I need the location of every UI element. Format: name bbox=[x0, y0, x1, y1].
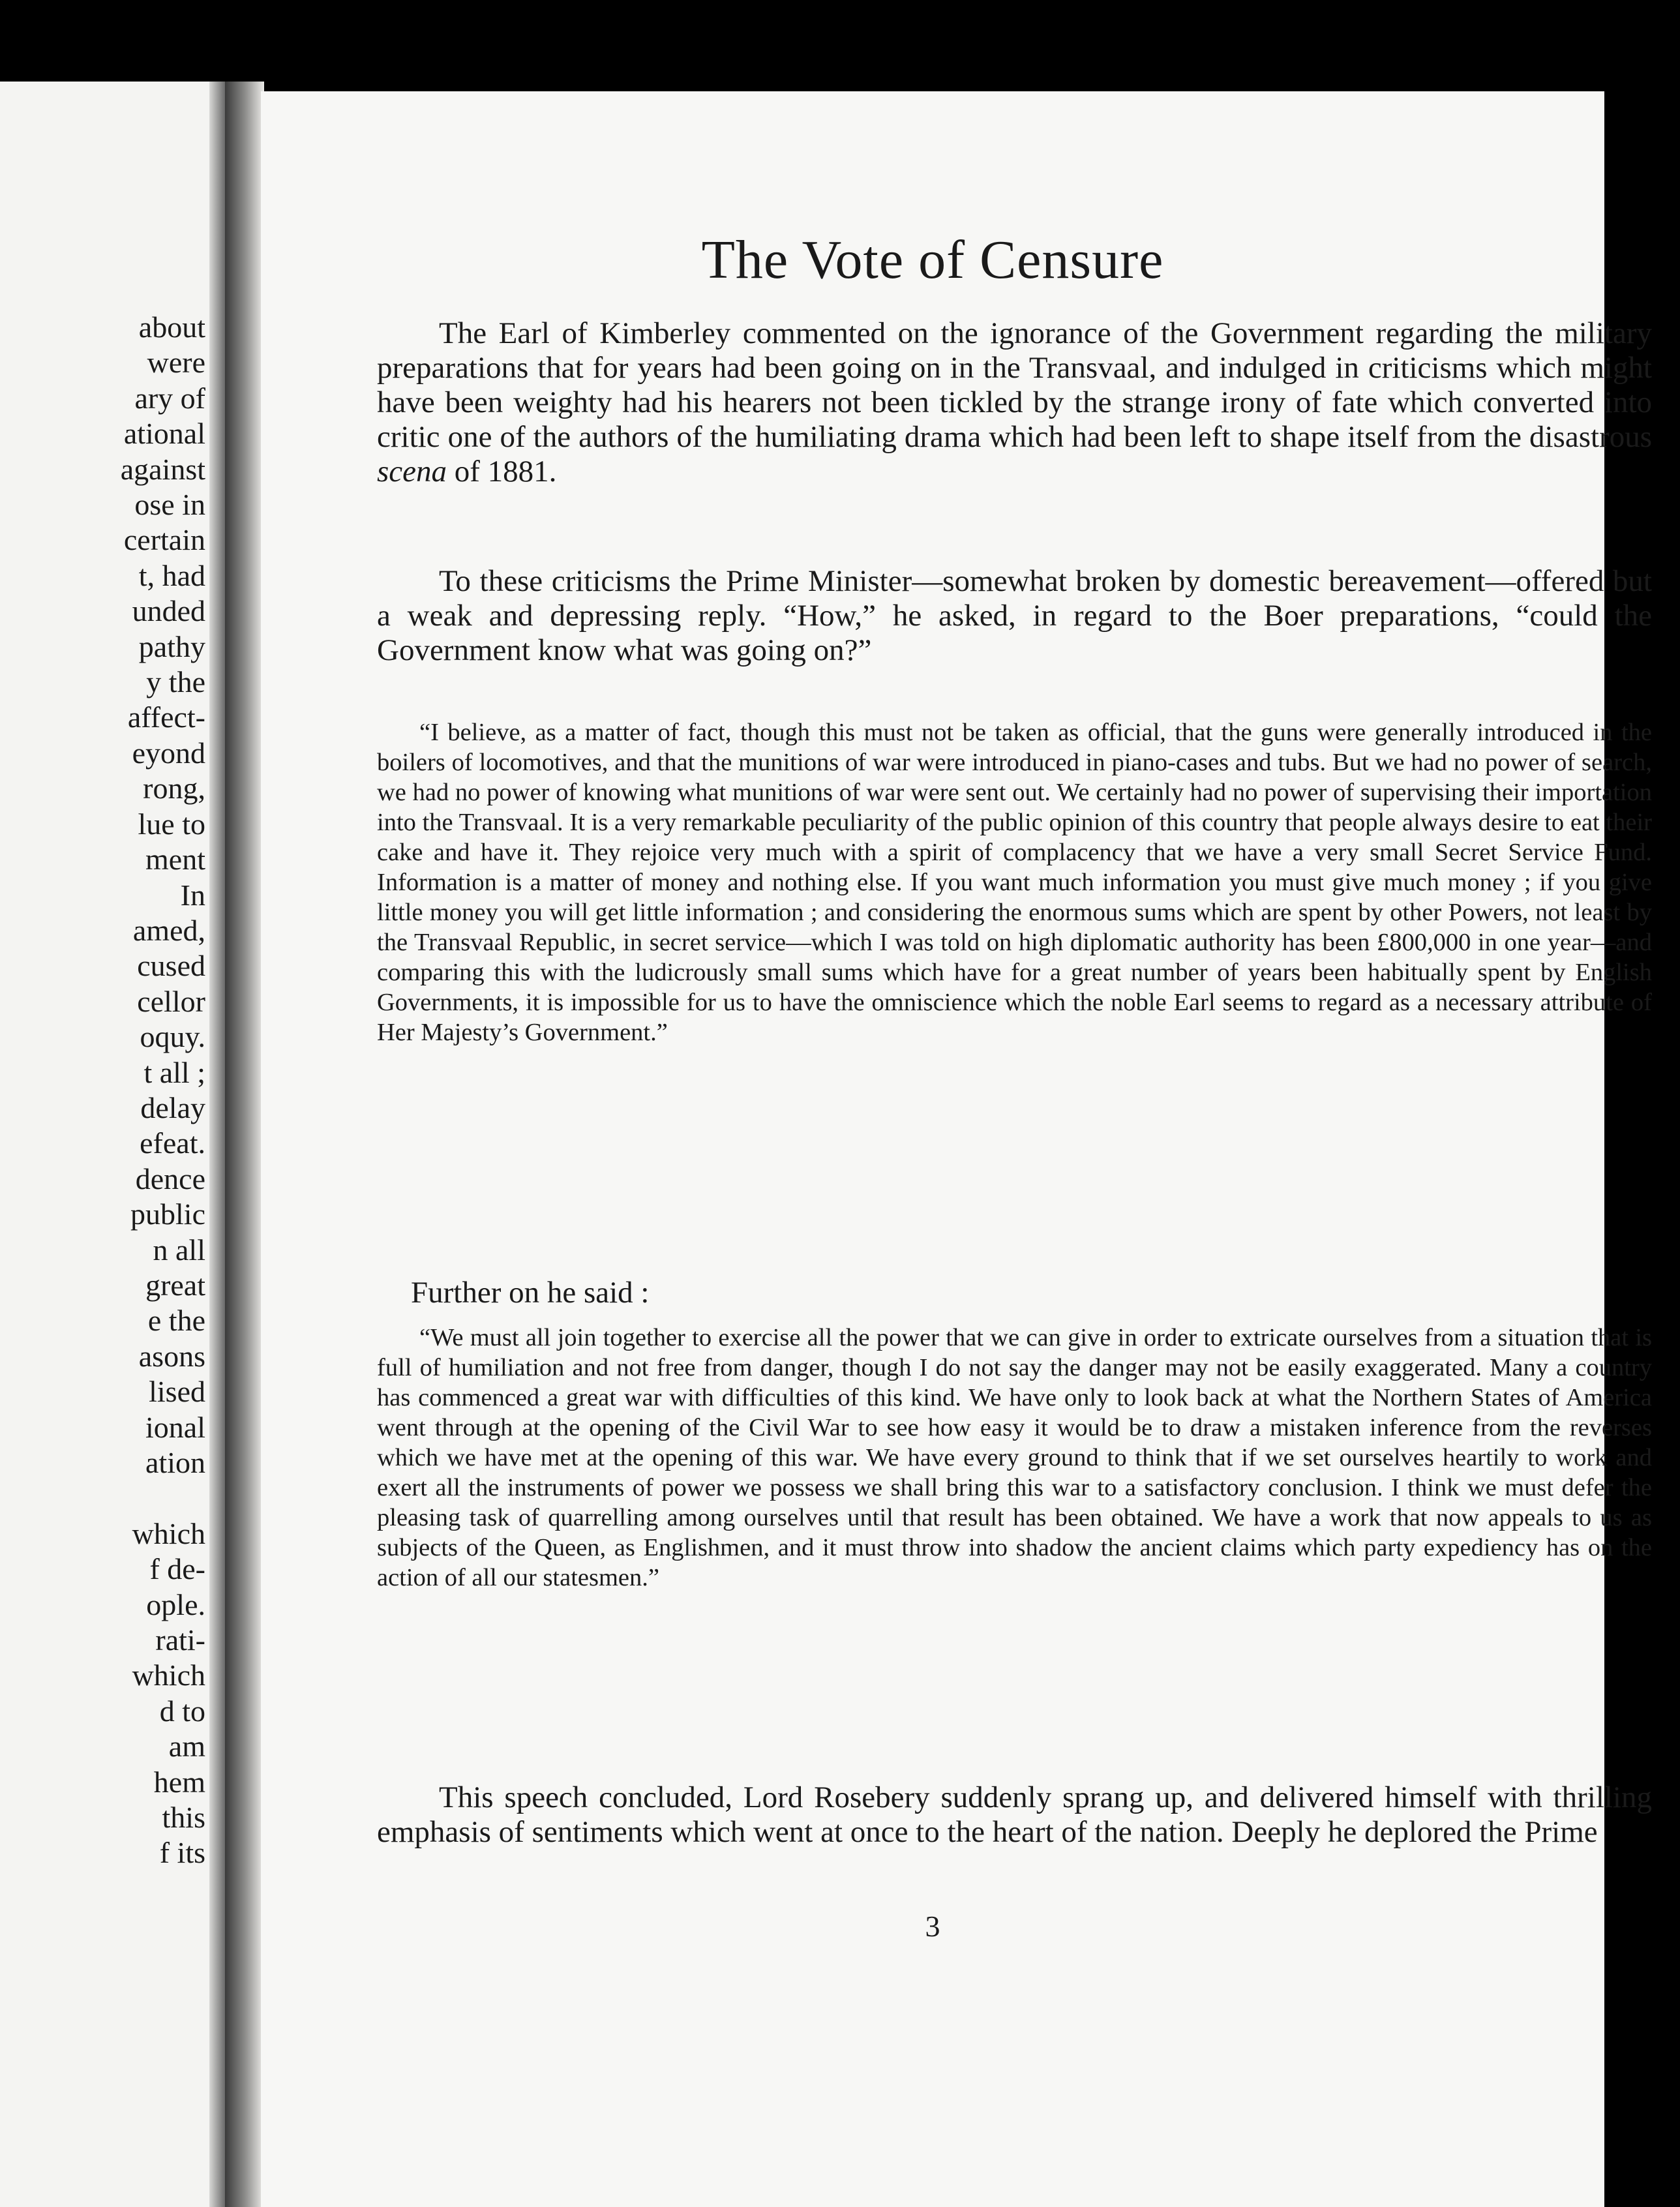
paragraph-rosebery: This speech concluded, Lord Rosebery suddenly sprang up, and delivered himself with thrilling emphasis of sentiments which went at once to the heart of the nation. Deeply he deplored the Prime bbox=[377, 1780, 1652, 1849]
page-title: The Vote of Censure bbox=[701, 230, 1164, 290]
left-page-line: which bbox=[132, 1659, 205, 1692]
left-page-line: unded bbox=[132, 594, 205, 628]
left-page-line: ose in bbox=[134, 488, 205, 522]
paragraph-1-italic: scena bbox=[377, 455, 447, 488]
left-page-line: ation bbox=[145, 1446, 205, 1479]
left-page-edge bbox=[209, 82, 225, 2207]
left-page-line: efeat. bbox=[140, 1126, 205, 1160]
left-page-line: which bbox=[132, 1516, 205, 1550]
left-page-line: rati- bbox=[155, 1623, 205, 1657]
left-page-line: hem bbox=[153, 1765, 205, 1799]
paragraph-prime-minister: To these criticisms the Prime Minister—somewhat broken by domestic bereavement—offered but a weak and depressing reply. “How,” he asked, in regard to the Boer preparations, “could the Government know what was going on?” bbox=[377, 564, 1652, 667]
left-page bbox=[0, 82, 225, 2207]
left-page-line: y the bbox=[146, 665, 205, 699]
left-page-line: were bbox=[147, 346, 205, 380]
page-number: 3 bbox=[925, 1910, 940, 1943]
left-page-line: t all ; bbox=[143, 1055, 205, 1089]
left-page-line bbox=[3, 1480, 205, 1516]
paragraph-1-text: The Earl of Kimberley commented on the ignorance of the Government regarding the military preparations that for years had been going on in the Transvaal, and indulged in criticisms which might have been weighty had his hearers not been tickled by the strange irony of fate which converted into critic one of the authors of the humiliating drama which had been left to shape itself from the disastrous bbox=[377, 316, 1652, 454]
left-page-line: am bbox=[168, 1730, 205, 1764]
left-page-line: about bbox=[138, 310, 205, 344]
left-page-line: In bbox=[180, 878, 205, 912]
left-page-line: affect- bbox=[127, 700, 205, 734]
left-page-line: rong, bbox=[143, 772, 205, 805]
left-page-line: cellor bbox=[137, 984, 205, 1018]
left-page-line: oquy. bbox=[140, 1020, 205, 1054]
left-page-line: n all bbox=[153, 1233, 205, 1267]
left-page-line: ional bbox=[145, 1410, 205, 1444]
left-page-line: against bbox=[120, 452, 205, 486]
left-page-line: great bbox=[145, 1268, 205, 1302]
left-page-line: d to bbox=[159, 1694, 205, 1728]
further-heading: Further on he said : bbox=[411, 1276, 650, 1310]
left-page-line: ary of bbox=[134, 381, 205, 415]
left-page-line: certain bbox=[123, 523, 205, 557]
left-page-line: delay bbox=[140, 1090, 205, 1124]
quote-join-together: “We must all join together to exercise all the power that we can give in order to extricate ourselves from a situation that is full of humiliation and not free from danger, though I do not say the danger may not be easily exaggerated. Many a country has commenced a great war with difficulties of this kind. We have only to look back at what the Northern States of America went through at the opening of the Civil War to see how easy it would be to draw a mistaken inference from the reverses which we have met at the opening of this war. We have every ground to think that if we set ourselves heartily to work and exert all the instruments of power we possess we shall bring this war to a satisfactory conclusion. I think we must defer the pleasing task of quarrelling among ourselves until that result has been obtained. We have a work that now appeals to us as subjects of the Queen, as Englishmen, and it must throw into shadow the ancient claims which party expediency has on the action of all our statesmen.” bbox=[377, 1324, 1652, 1591]
left-page-line: amed, bbox=[132, 913, 205, 947]
left-page-line: t, had bbox=[138, 558, 205, 592]
left-page-line: dence bbox=[135, 1162, 205, 1195]
left-page-line: pathy bbox=[138, 629, 205, 663]
left-page-line: public bbox=[130, 1197, 205, 1231]
paragraph-1-end: of 1881. bbox=[454, 455, 557, 488]
left-page-line: lised bbox=[149, 1375, 205, 1409]
left-page-line: lue to bbox=[138, 807, 205, 841]
paragraph-kimberley bbox=[377, 316, 1652, 489]
left-page-line: f de- bbox=[149, 1552, 205, 1586]
quote-boer-preparations: “I believe, as a matter of fact, though this must not be taken as official, that the guns were generally introduced in the boilers of locomotives, and that the munitions of war were introduced in piano-cases and tubs. But we had no power of search, we had no power of knowing what munitions of war were sent out. We certainly had no power of supervising their importation into the Transvaal. It is a very remarkable peculiarity of the public opinion of this country that people always desire to eat their cake and have it. They rejoice very much with a spirit of complacency that we have a very small Secret Service Fund. Information is a matter of money and nothing else. If you want much information you must give much money ; if you give little money you will get little information ; and considering the enormous sums which are spent by other Powers, not least by the Transvaal Republic, in secret service—which I was told on high diplomatic authority has been £800,000 in one year—and comparing this with the ludicrously small sums which have for a great number of years been habitually spent by English Governments, it is impossible for us to have the omniscience which the noble Earl seems to regard as a necessary attribute of Her Majesty’s Government.” bbox=[377, 719, 1652, 1046]
left-page-line: f its bbox=[159, 1836, 205, 1870]
left-page-line: ople. bbox=[146, 1587, 205, 1621]
left-page-line: e the bbox=[147, 1304, 205, 1338]
left-page-line: asons bbox=[138, 1339, 205, 1373]
book-gutter bbox=[225, 82, 264, 2207]
left-page-text bbox=[3, 310, 205, 1871]
right-page bbox=[261, 91, 1652, 2207]
left-page-line: eyond bbox=[132, 736, 205, 770]
left-page-line: this bbox=[162, 1801, 205, 1835]
left-page-line: ment bbox=[145, 843, 205, 877]
left-page-line: ational bbox=[123, 417, 205, 451]
left-page-line: cused bbox=[137, 949, 205, 983]
